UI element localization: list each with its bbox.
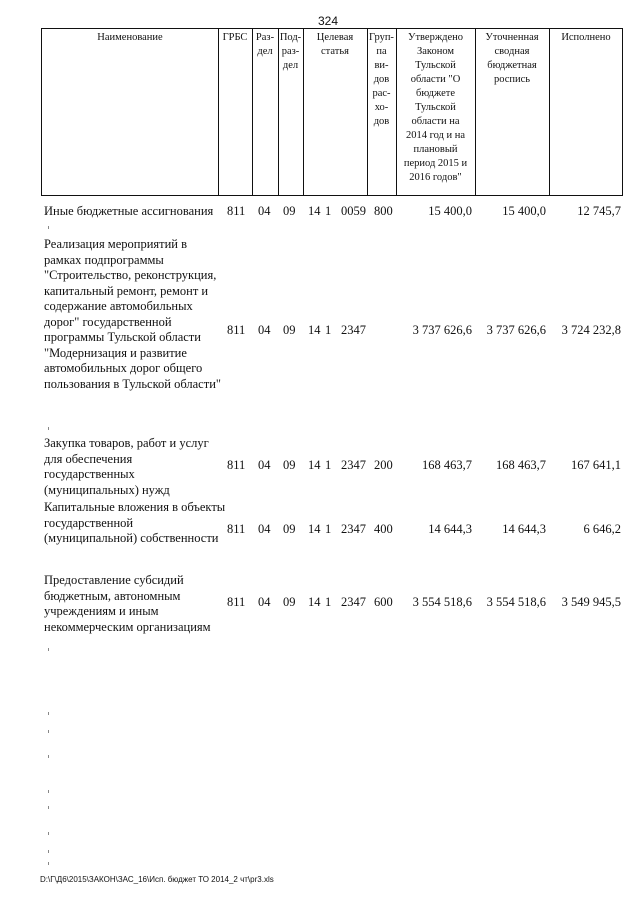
row-ispolneno: 6 646,2 <box>583 522 621 536</box>
table-header <box>41 28 623 196</box>
table-row <box>0 573 640 637</box>
file-path-footer: D:\Г\Д6\2015\ЗАКОН\ЗАС_16\Исп. бюджет ТО 2014_2 чт\pr3.xls <box>40 875 274 884</box>
row-name: Закупка товаров, работ и услуг для обеспечения государственных (муниципальных) нужд <box>44 436 209 497</box>
row-gruppa: 600 <box>374 595 393 609</box>
row-razdel: 04 <box>258 458 271 472</box>
row-utverzhdeno: 168 463,7 <box>422 458 472 472</box>
row-utochnennaya: 168 463,7 <box>496 458 546 472</box>
row-cs-3: 2347 <box>341 323 366 337</box>
row-razdel: 04 <box>258 204 271 218</box>
row-podrazdel: 09 <box>283 323 296 337</box>
row-utochnennaya: 3 554 518,6 <box>486 595 546 609</box>
header-grbs: ГРБС <box>222 32 248 43</box>
row-ispolneno: 3 724 232,8 <box>561 323 621 337</box>
row-gruppa: 200 <box>374 458 393 472</box>
row-name: Предоставление субсидий бюджетным, автономным учреждениям и иным некоммерческим организациям <box>44 573 211 634</box>
table-row <box>0 204 640 220</box>
row-gruppa: 800 <box>374 204 393 218</box>
header-razdel: Раз- дел <box>255 32 275 57</box>
row-cs-2: 1 <box>325 323 332 337</box>
row-gruppa: 400 <box>374 522 393 536</box>
row-utochnennaya: 14 644,3 <box>502 522 546 536</box>
row-razdel: 04 <box>258 595 271 609</box>
row-name: Реализация мероприятий в рамках подпрограммы "Строительство, реконструкция, капитальный ремонт, ремонт и содержание автомобильных дорог" государственной программы Тульской области "Модернизация и развитие автомобильных дорог общего пользования в Тульской области" <box>44 237 221 391</box>
row-utverzhdeno: 15 400,0 <box>428 204 472 218</box>
row-ispolneno: 12 745,7 <box>577 204 621 218</box>
table-row <box>0 500 640 564</box>
row-cs-2: 1 <box>325 522 332 536</box>
row-cs-2: 1 <box>325 458 332 472</box>
row-razdel: 04 <box>258 323 271 337</box>
row-grbs: 811 <box>227 204 246 218</box>
row-cs-3: 0059 <box>341 204 366 218</box>
row-grbs: 811 <box>227 458 246 472</box>
page-number: 324 <box>318 14 339 28</box>
row-grbs: 811 <box>227 595 246 609</box>
row-cs-2: 1 <box>325 595 332 609</box>
header-ispolneno: Исполнено <box>561 32 611 43</box>
table-row <box>0 436 640 500</box>
header-gruppa-vidov-raskhodov: Груп- па ви- дов рас- хо- дов <box>369 32 394 127</box>
row-ispolneno: 3 549 945,5 <box>561 595 621 609</box>
row-ispolneno: 167 641,1 <box>571 458 621 472</box>
row-utverzhdeno: 3 737 626,6 <box>412 323 472 337</box>
row-cs-3: 2347 <box>341 522 366 536</box>
header-utochnennaya: Уточненная сводная бюджетная роспись <box>485 32 539 85</box>
row-cs-1: 14 <box>308 458 321 472</box>
row-cs-3: 2347 <box>341 458 366 472</box>
row-name: Капитальные вложения в объекты государственной (муниципальной) собственности <box>44 500 226 545</box>
header-utverzhdeno: Утверждено Законом Тульской области "О бюджете Тульской области на 2014 год и на плановый период 2015 и 2016 годов" <box>403 32 468 183</box>
row-cs-1: 14 <box>308 323 321 337</box>
row-podrazdel: 09 <box>283 522 296 536</box>
row-grbs: 811 <box>227 522 246 536</box>
row-cs-3: 2347 <box>341 595 366 609</box>
row-cs-1: 14 <box>308 595 321 609</box>
row-cs-1: 14 <box>308 204 321 218</box>
row-podrazdel: 09 <box>283 458 296 472</box>
row-grbs: 811 <box>227 323 246 337</box>
row-utochnennaya: 15 400,0 <box>502 204 546 218</box>
table-row <box>0 237 640 427</box>
header-podrazdel: Под- раз- дел <box>279 32 302 71</box>
row-name: Иные бюджетные ассигнования <box>44 204 214 218</box>
row-utverzhdeno: 14 644,3 <box>428 522 472 536</box>
row-utochnennaya: 3 737 626,6 <box>486 323 546 337</box>
row-utverzhdeno: 3 554 518,6 <box>412 595 472 609</box>
header-tselevaya-statya: Целевая статья <box>316 32 354 57</box>
header-name: Наименование <box>97 32 163 43</box>
row-podrazdel: 09 <box>283 595 296 609</box>
row-razdel: 04 <box>258 522 271 536</box>
row-podrazdel: 09 <box>283 204 296 218</box>
row-cs-1: 14 <box>308 522 321 536</box>
row-cs-2: 1 <box>325 204 332 218</box>
